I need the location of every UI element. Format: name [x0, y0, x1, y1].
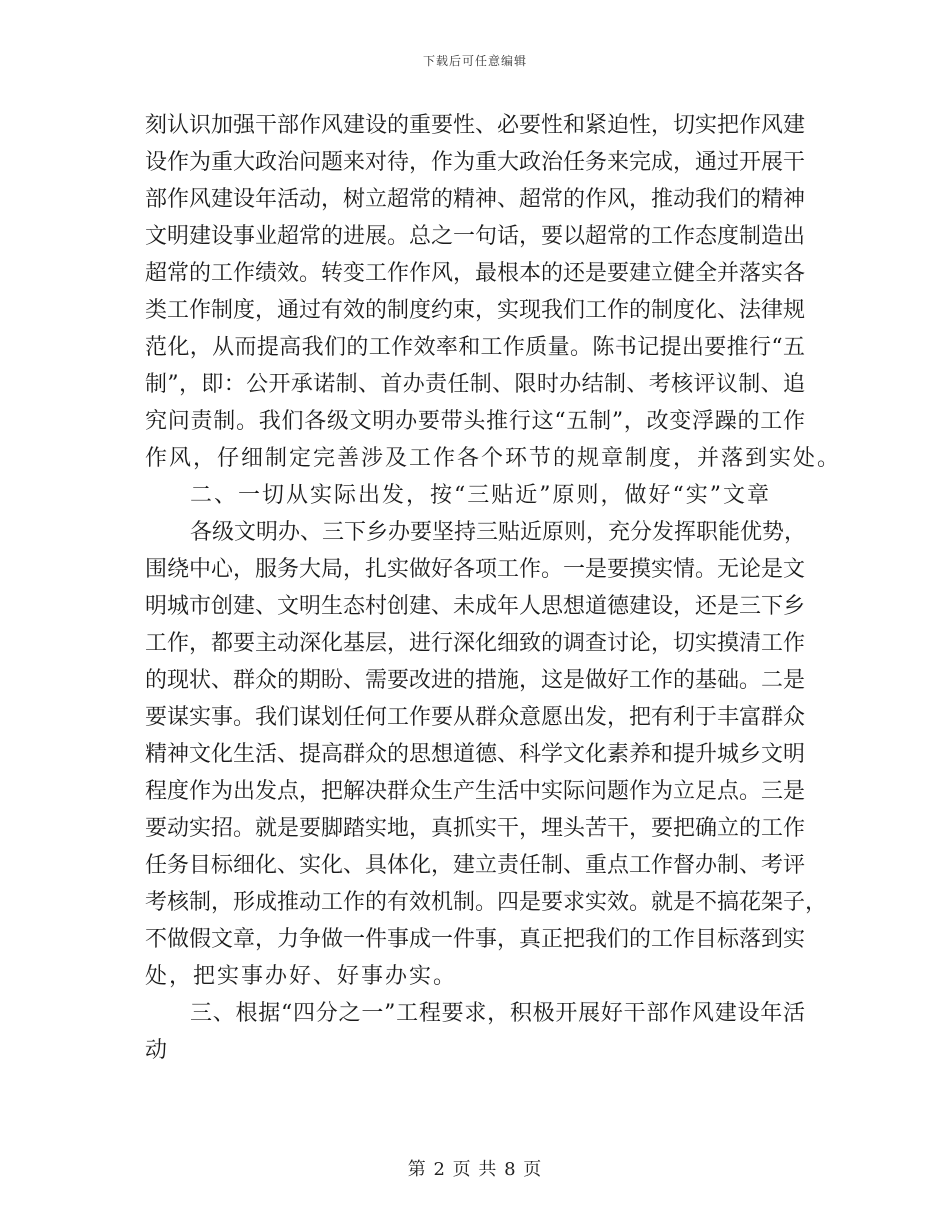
text-line: 处，把实事办好、好事办实。 — [145, 964, 458, 989]
text-line: 超常的工作绩效。转变工作作风，最根本的还是要建立健全并落实各 — [145, 261, 806, 286]
text-line: 工作，都要主动深化基层，进行深化细致的调查讨论，切实摸清工作 — [145, 631, 806, 656]
text-line: 类工作制度，通过有效的制度约束，实现我们工作的制度化、法律规 — [145, 298, 806, 323]
text-line: 明城市创建、文明生态村创建、未成年人思想道德建设，还是三下乡 — [145, 594, 806, 619]
text-line: 制”，即：公开承诺制、首办责任制、限时办结制、考核评议制、追 — [145, 372, 805, 397]
text-line: 精神文化生活、提高群众的思想道德、科学文化素养和提升城乡文明 — [145, 742, 806, 767]
text-line: 刻认识加强干部作风建设的重要性、必要性和紧迫性，切实把作风建 — [145, 113, 806, 138]
text-line: 的现状、群众的期盼、需要改进的措施，这是做好工作的基础。二是 — [145, 668, 806, 693]
text-line: 文明建设事业超常的进展。总之一句话，要以超常的工作态度制造出 — [145, 224, 806, 249]
text-line: 作风，仔细制定完善涉及工作各个环节的规章制度，并落到实处。 — [145, 446, 842, 471]
text-line: 程度作为出发点，把解决群众生产生活中实际问题作为立足点。三是 — [145, 779, 806, 804]
text-line: 要动实招。就是要脚踏实地，真抓实干，埋头苦干，要把确立的工作 — [145, 816, 806, 841]
text-line: 范化，从而提高我们的工作效率和工作质量。陈书记提出要推行“五 — [145, 335, 805, 360]
text-line: 围绕中心，服务大局，扎实做好各项工作。一是要摸实情。无论是文 — [145, 557, 806, 582]
text-line: 设作为重大政治问题来对待，作为重大政治任务来完成，通过开展干 — [145, 150, 806, 175]
text-line: 部作风建设年活动，树立超常的精神、超常的作风，推动我们的精神 — [145, 187, 806, 212]
text-line: 考核制，形成推动工作的有效机制。四是要求实效。就是不搞花架子， — [145, 890, 828, 915]
section-heading: 二、一切从实际出发，按“三贴近”原则，做好“实”文章 — [190, 483, 771, 508]
page-header: 下载后可任意编辑 — [422, 54, 527, 68]
text-line: 要谋实事。我们谋划任何工作要从群众意愿出发，把有利于丰富群众 — [145, 705, 806, 730]
section-heading-continued: 动 — [145, 1038, 170, 1063]
text-line: 任务目标细化、实化、具体化，建立责任制、重点工作督办制、考评 — [145, 853, 806, 878]
text-line: 不做假文章，力争做一件事成一件事，真正把我们的工作目标落到实 — [145, 927, 806, 952]
page-number: 第 2 页 共 8 页 — [407, 1159, 543, 1180]
text-line: 究问责制。我们各级文明办要带头推行这“五制”，改变浮躁的工作 — [145, 409, 805, 434]
section-heading: 三、根据“四分之一”工程要求，积极开展好干部作风建设年活 — [190, 1001, 805, 1026]
text-line: 各级文明办、三下乡办要坚持三贴近原则，充分发挥职能优势， — [190, 520, 807, 545]
